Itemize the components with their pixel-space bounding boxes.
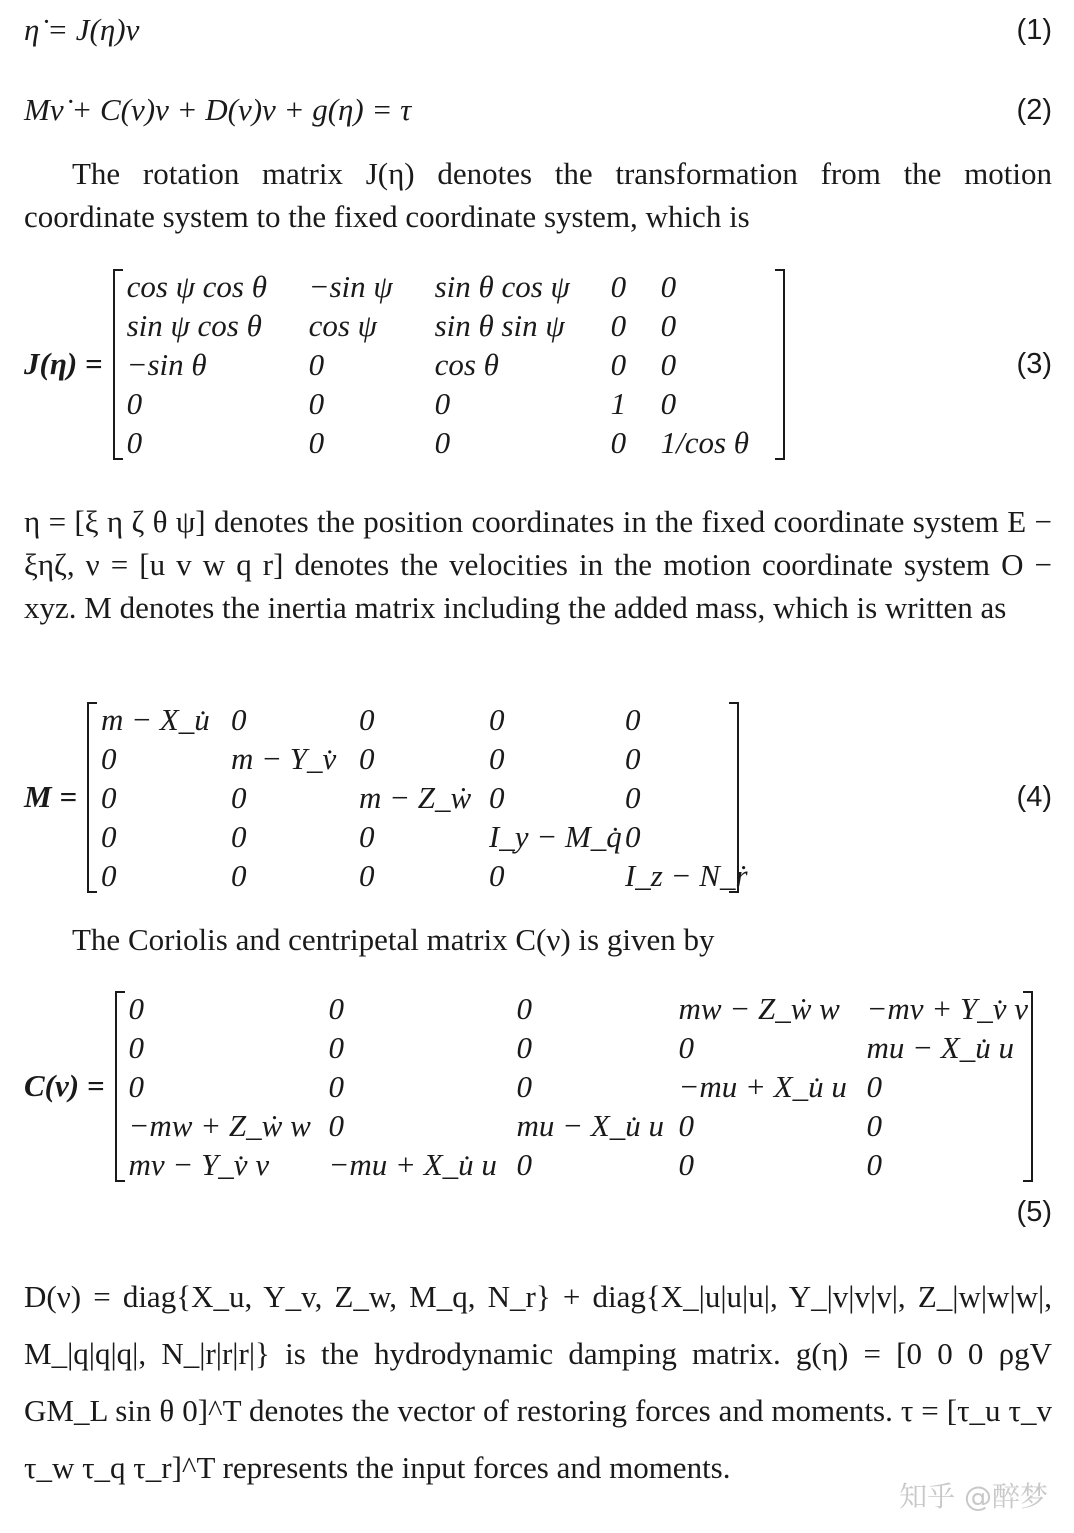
matrix-cell: 0 [516, 1029, 532, 1065]
matrix-cell: 0 [660, 346, 677, 382]
matrix-cell: 0 [610, 268, 627, 304]
matrix-cell: 0 [610, 307, 627, 343]
matrix-cell: 0 [230, 779, 247, 815]
equation-2-number: (2) [1016, 93, 1052, 126]
matrix-cell: 0 [488, 701, 505, 737]
matrix-cell: 0 [328, 1068, 344, 1104]
matrix-cell: −mw + Z_ẇ w [128, 1107, 311, 1143]
matrix-cell: 0 [624, 701, 641, 737]
equation-5-lhs: C(ν) = [24, 1068, 105, 1103]
matrix-cell: sin ψ cos θ [126, 307, 262, 343]
equation-1 [24, 8, 1052, 52]
paragraph-coordinates: η = [ξ η ζ θ ψ] denotes the position coordinates in the fixed coordinate system E − ξηζ, ν = [u v w q r] denotes the velocities in the motion coordinate system O − xyz. M denotes the inertia matrix including the added mass, which is written as [24, 504, 1052, 625]
equation-3 [24, 264, 1052, 464]
matrix-cell: 0 [488, 740, 505, 776]
equation-1-body: η̇ = J(η)ν [24, 12, 140, 47]
matrix-cell: 0 [230, 857, 247, 893]
matrix-cell: 0 [516, 990, 532, 1026]
matrix-cell: 0 [358, 740, 375, 776]
equation-4-number: (4) [1016, 780, 1052, 813]
equation-2 [24, 88, 1052, 132]
matrix-cell: mu − X_u̇ u [516, 1107, 664, 1143]
matrix-cell: mv − Y_v̇ v [128, 1146, 270, 1182]
matrix-cell: −mu + X_u̇ u [678, 1068, 847, 1104]
matrix-cell: 0 [230, 818, 247, 854]
equation-5-body [24, 989, 1052, 1184]
matrix-cell: 0 [358, 857, 375, 893]
matrix-cell: 0 [100, 740, 117, 776]
matrix-cell: 0 [660, 307, 677, 343]
matrix-cell: mw − Z_ẇ w [678, 990, 840, 1026]
matrix-cell: 0 [308, 424, 325, 460]
matrix-cell: 0 [866, 1107, 882, 1143]
matrix-cell: I_z − N_ṙ [624, 857, 748, 893]
matrix-cell: cos ψ [308, 307, 377, 343]
matrix-cell: 0 [866, 1068, 882, 1104]
matrix-cell: 0 [488, 779, 505, 815]
matrix-cell: 0 [128, 1029, 144, 1065]
rotation-matrix [113, 267, 785, 462]
matrix-cell: 0 [516, 1068, 532, 1104]
matrix-cell: 0 [230, 701, 247, 737]
equation-3-body [24, 267, 1017, 462]
matrix-cell: 0 [678, 1146, 694, 1182]
inertia-matrix [87, 700, 748, 895]
equation-4-lhs: M = [24, 779, 77, 814]
matrix-cell: 0 [100, 857, 117, 893]
equation-5-number: (5) [1016, 1195, 1052, 1228]
equation-5-number-row [24, 1192, 1052, 1232]
equation-5 [24, 986, 1052, 1186]
equation-4-body [24, 700, 1017, 895]
matrix-cell: sin θ sin ψ [434, 307, 565, 343]
matrix-cell: cos ψ cos θ [126, 268, 267, 304]
matrix-cell: m − Y_v̇ [230, 740, 337, 776]
matrix-cell: 0 [624, 779, 641, 815]
matrix-cell: 0 [488, 857, 505, 893]
matrix-cell: 0 [516, 1146, 532, 1182]
matrix-cell: −mu + X_u̇ u [328, 1146, 497, 1182]
matrix-cell: 0 [624, 740, 641, 776]
matrix-cell: 0 [624, 818, 641, 854]
equation-1-number: (1) [1016, 13, 1052, 46]
matrix-cell: 0 [660, 385, 677, 421]
matrix-cell: 1 [610, 385, 627, 421]
matrix-cell: mu − X_u̇ u [866, 1029, 1014, 1065]
equation-4 [24, 697, 1052, 897]
matrix-cell: cos θ [434, 346, 499, 382]
matrix-cell: 0 [660, 268, 677, 304]
matrix-cell: 0 [126, 385, 143, 421]
matrix-cell: 0 [678, 1107, 694, 1143]
matrix-cell: 0 [328, 990, 344, 1026]
paragraph-damping: D(ν) = diag{X_u, Y_v, Z_w, M_q, N_r} + diag{X_|u|u|u|, Y_|v|v|v|, Z_|w|w|w|, M_|q|q|q|, N_|r|r|r|} is the hydrodynamic damping matrix. g(η) = [0 0 0 ρgV GM_L sin θ 0]^T denotes the vector of restoring forces and moments. τ = [τ_u τ_v τ_w τ_q τ_r]^T represents the input forces and moments. [24, 1279, 1052, 1485]
matrix-cell: 0 [610, 424, 627, 460]
matrix-cell: 0 [100, 779, 117, 815]
paragraph-rotation-matrix: The rotation matrix J(η) denotes the transformation from the motion coordinate system to the fixed coordinate system, which is [24, 156, 1052, 234]
matrix-cell: −sin ψ [308, 268, 393, 304]
equation-3-number: (3) [1016, 347, 1052, 380]
paper-page [24, 0, 1052, 1533]
matrix-cell: 1/cos θ [660, 424, 749, 460]
matrix-cell: 0 [358, 701, 375, 737]
matrix-cell: 0 [358, 818, 375, 854]
matrix-cell: 0 [434, 424, 451, 460]
matrix-cell: −mv + Y_v̇ v [866, 990, 1028, 1026]
matrix-cell: 0 [328, 1107, 344, 1143]
matrix-cell: 0 [308, 346, 325, 382]
matrix-cell: sin θ cos ψ [434, 268, 570, 304]
matrix-cell: 0 [610, 346, 627, 382]
watermark: 知乎 @醉梦 [899, 1480, 1048, 1513]
matrix-cell: 0 [434, 385, 451, 421]
matrix-cell: 0 [308, 385, 325, 421]
matrix-cell: 0 [100, 818, 117, 854]
matrix-cell: 0 [128, 1068, 144, 1104]
matrix-cell: m − X_u̇ [100, 701, 210, 737]
matrix-cell: 0 [328, 1029, 344, 1065]
matrix-cell: 0 [128, 990, 144, 1026]
paragraph-coriolis: The Coriolis and centripetal matrix C(ν) is given by [72, 922, 715, 957]
matrix-cell: m − Z_ẇ [358, 779, 472, 815]
coriolis-matrix [115, 989, 1033, 1184]
matrix-cell: 0 [678, 1029, 694, 1065]
equation-2-body: Mν̇ + C(ν)ν + D(ν)ν + g(η) = τ [24, 92, 412, 127]
matrix-cell: 0 [866, 1146, 882, 1182]
matrix-cell: 0 [126, 424, 143, 460]
equation-3-lhs: J(η) = [24, 346, 103, 381]
matrix-cell: I_y − M_q̇ [488, 818, 622, 854]
matrix-cell: −sin θ [126, 346, 207, 382]
